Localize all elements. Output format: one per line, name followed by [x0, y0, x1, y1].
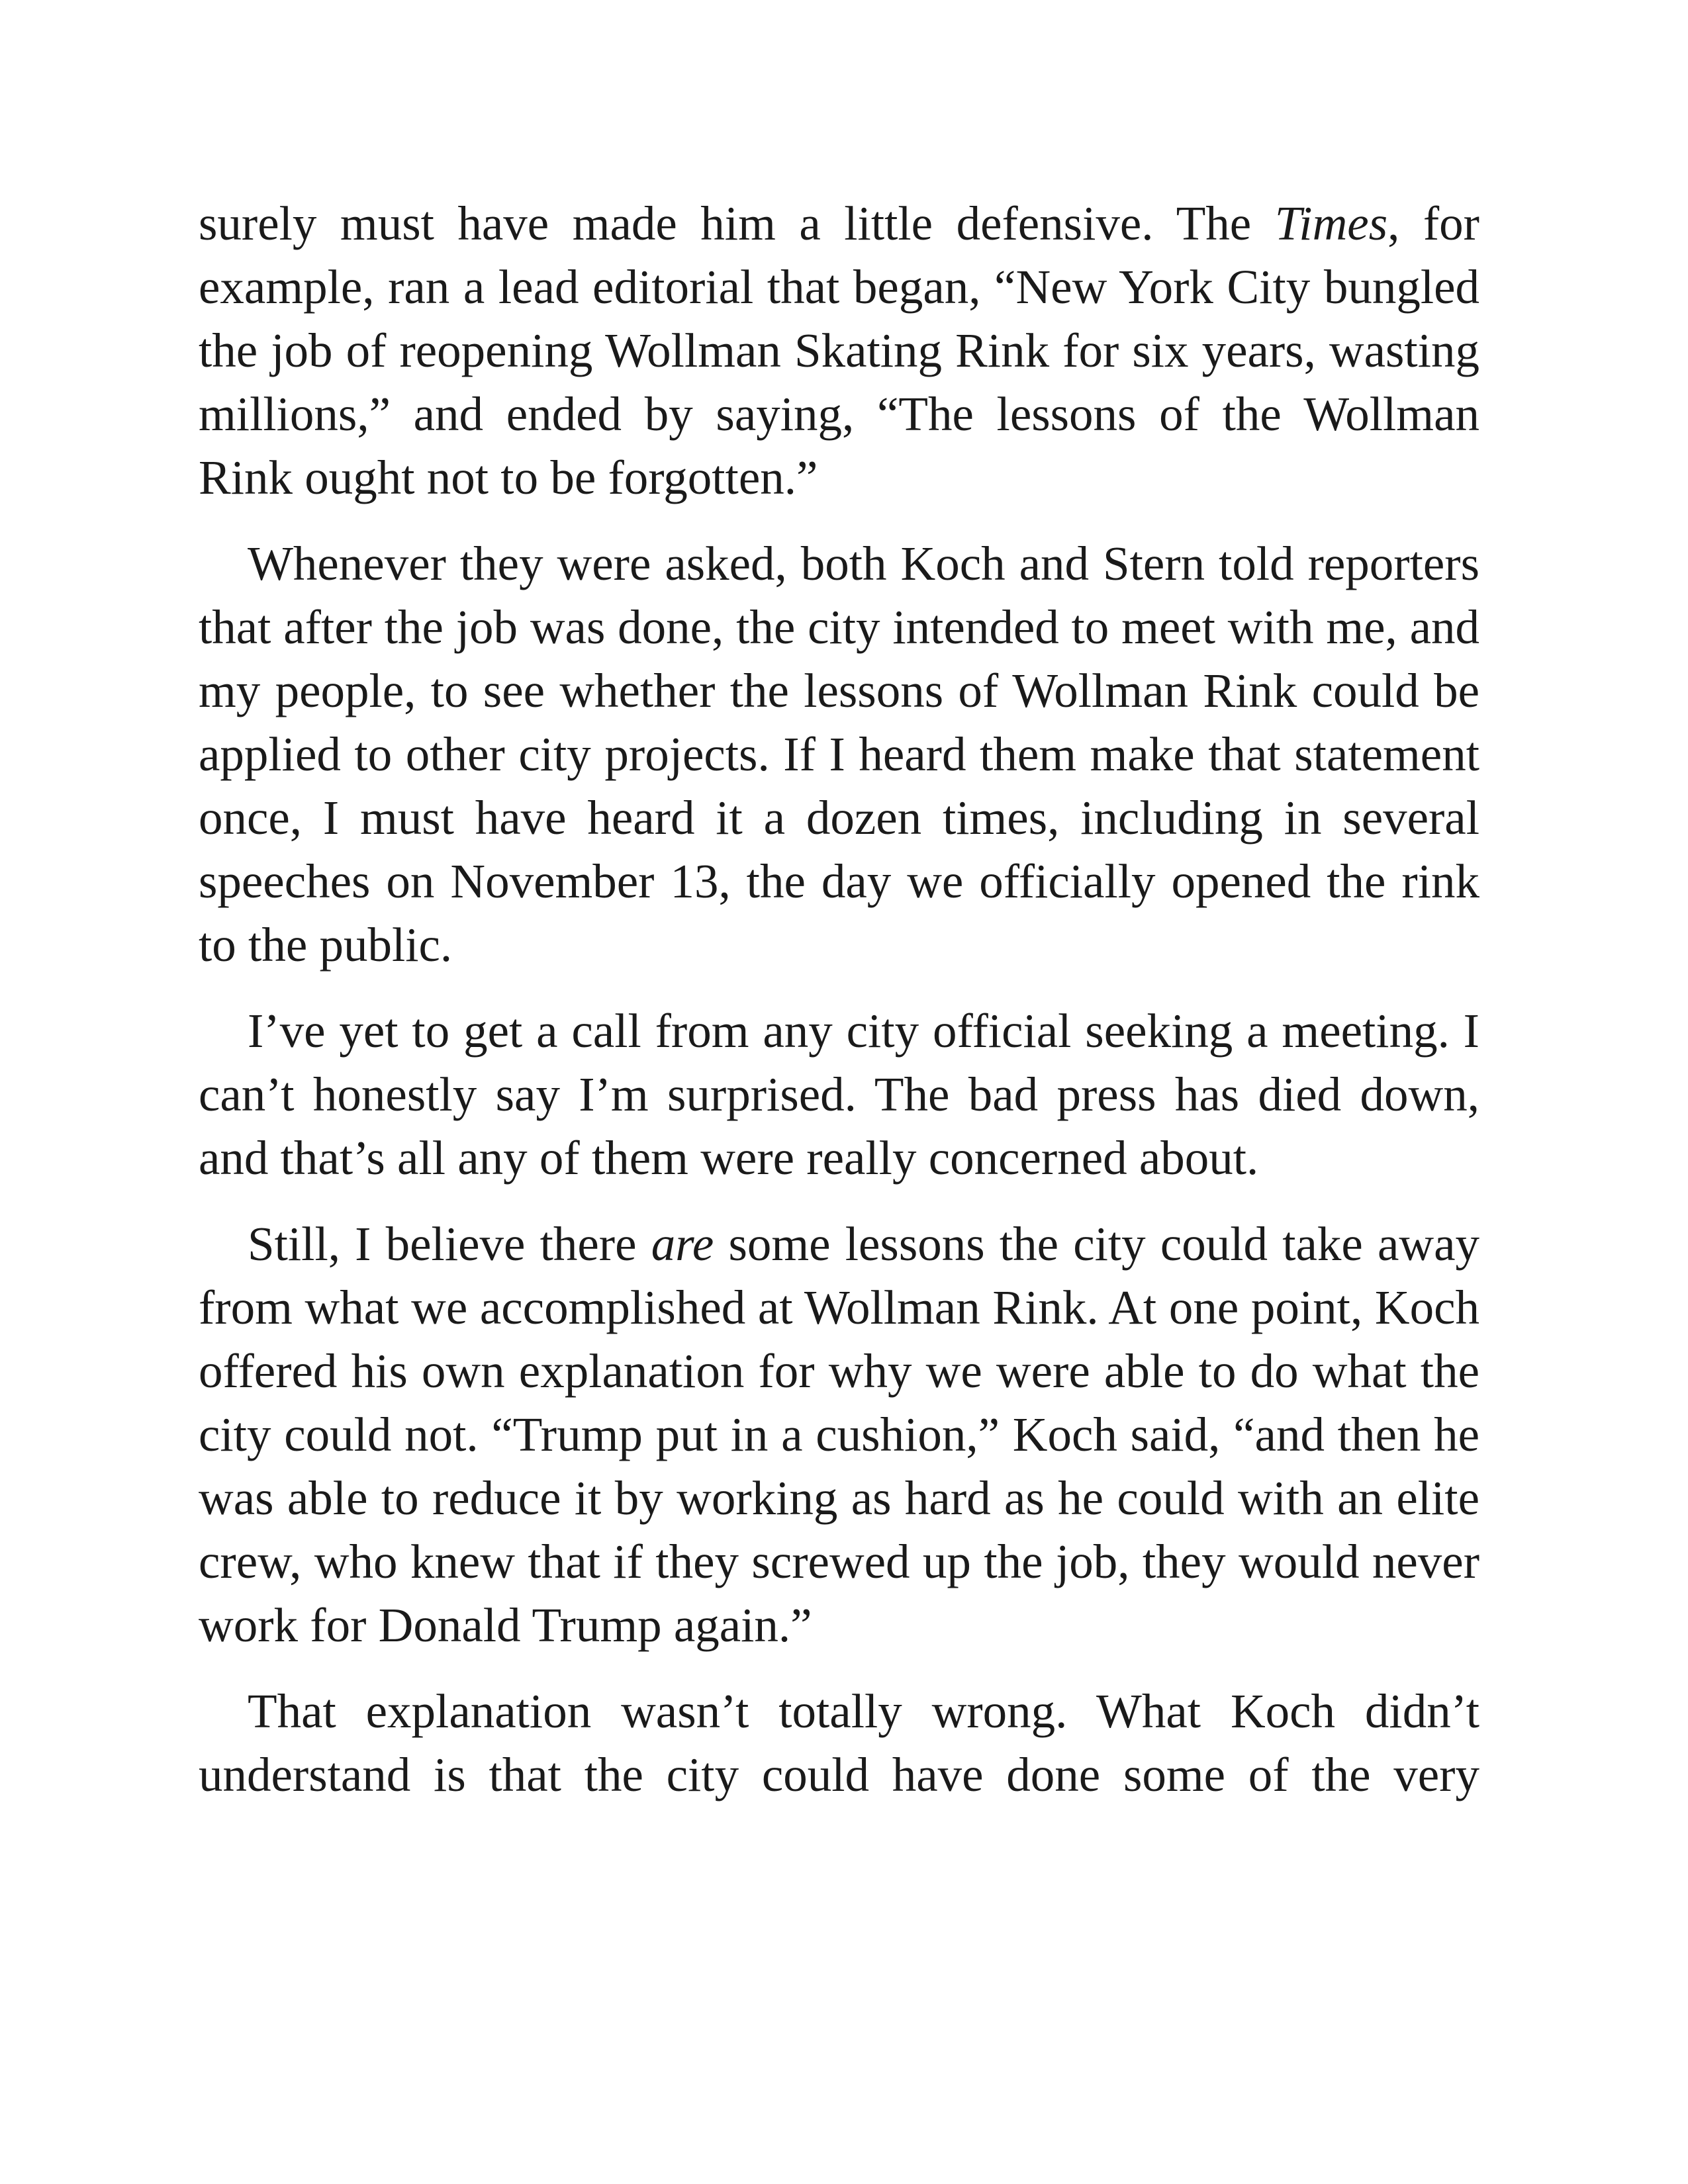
paragraph-2: Whenever they were asked, both Koch and Stern told reporters that after the job was done, the city intended to meet with me, and my people, to see whether the lessons of Wollman Rink could be applied to other city projects. If I heard them make that statement once, I must have heard it a dozen times, including in several speeches on November 13, the day we officially opened the rink to the public.	[199, 537, 1479, 972]
paragraph-1-text-b: , for example, ran a lead editorial that began, “New York City bungled the job of reopening Wollman Skating Rink for six years, wasting millions,” and ended by saying, “The lessons of the Wollman Rink ought not to be forgotten.”	[199, 197, 1479, 504]
paragraph-4-text-b: some lessons the city could take away from what we accomplished at Wollman Rink. At one point, Koch offered his own explanation for why we were able to do what the city could not. “Trump put in a cushion,” Koch said, “and then he was able to reduce it by working as hard as he could with an elite crew, who knew that if they screwed up the job, they would never work for Donald Trump again.”	[199, 1217, 1480, 1652]
times-italic: Times	[1274, 197, 1388, 250]
are-italic: are	[651, 1217, 714, 1271]
paragraph-1	[199, 192, 1479, 510]
book-page	[199, 192, 1479, 1807]
paragraph-4-text-a: Still, I believe there	[248, 1217, 651, 1271]
paragraph-1-text-a: surely must have made him a little defensive. The	[199, 197, 1275, 250]
paragraph-3: I’ve yet to get a call from any city official seeking a meeting. I can’t honestly say I’m surprised. The bad press has died down, and that’s all any of them were really concerned about.	[199, 1004, 1479, 1185]
paragraph-5: That explanation wasn’t totally wrong. What Koch didn’t understand is that the city could have done some of the very	[199, 1684, 1479, 1801]
paragraph-4	[199, 1212, 1479, 1657]
